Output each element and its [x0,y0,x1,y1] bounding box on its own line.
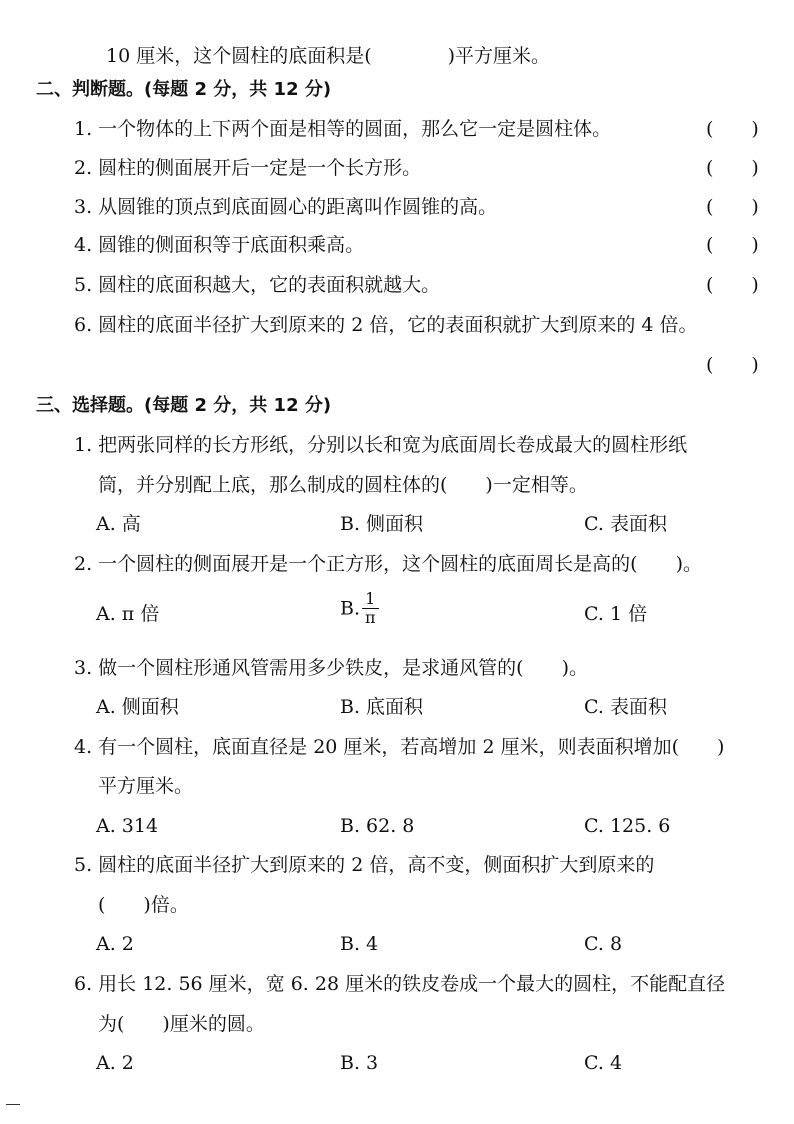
judgment-answer-blank-6[interactable]: ( ) [706,354,759,376]
q4-option-b[interactable]: B. 62. 8 [340,815,415,837]
judgment-item-4: 4. 圆锥的侧面积等于底面积乘高。 [74,234,365,256]
q1-option-b[interactable]: B. 侧面积 [340,513,424,535]
q6-option-a[interactable]: A. 2 [96,1052,134,1074]
judgment-item-1: 1. 一个物体的上下两个面是相等的圆面，那么它一定是圆柱体。 [74,118,612,140]
page-edge-mark [6,1104,20,1105]
section-3-heading: 三、选择题。(每题 2 分，共 12 分) [36,395,332,416]
q2-option-b[interactable] [340,590,379,627]
choice-question-6-line-1: 6. 用长 12. 56 厘米，宽 6. 28 厘米的铁皮卷成一个最大的圆柱，不能配直径 [74,973,726,995]
q3-option-b[interactable]: B. 底面积 [340,696,424,718]
q2-option-a[interactable]: A. π 倍 [96,603,160,625]
choice-question-5-line-2: ( )倍。 [98,894,189,916]
q3-option-c[interactable]: C. 表面积 [584,696,667,718]
judgment-item-3: 3. 从圆锥的顶点到底面圆心的距离叫作圆锥的高。 [74,196,498,218]
judgment-item-5: 5. 圆柱的底面积越大，它的表面积就越大。 [74,274,441,296]
q4-option-a[interactable]: A. 314 [96,815,159,837]
choice-question-2-line-1: 2. 一个圆柱的侧面展开是一个正方形，这个圆柱的底面周长是高的( )。 [74,553,702,575]
q1-option-c[interactable]: C. 表面积 [584,513,667,535]
judgment-item-6: 6. 圆柱的底面半径扩大到原来的 2 倍，它的表面积就扩大到原来的 4 倍。 [74,314,698,336]
choice-question-6-line-2: 为( )厘米的圆。 [98,1013,265,1035]
choice-question-4-line-2: 平方厘米。 [98,775,194,797]
judgment-answer-blank-3[interactable]: ( ) [706,196,759,218]
judgment-answer-blank-1[interactable]: ( ) [706,118,759,140]
q2-option-c[interactable]: C. 1 倍 [584,603,648,625]
q2-option-b-label: B. [340,597,361,620]
judgment-answer-blank-5[interactable]: ( ) [706,274,759,296]
fraction-denominator: π [365,608,376,627]
q4-option-c[interactable]: C. 125. 6 [584,815,671,837]
fraction-one-over-pi [362,590,379,627]
q6-option-b[interactable]: B. 3 [340,1052,379,1074]
q3-option-a[interactable]: A. 侧面积 [96,696,179,718]
q5-option-a[interactable]: A. 2 [96,933,134,955]
q6-option-c[interactable]: C. 4 [584,1052,623,1074]
fraction-numerator: 1 [362,590,379,609]
judgment-answer-blank-2[interactable]: ( ) [706,157,759,179]
choice-question-1-line-2: 筒，并分别配上底，那么制成的圆柱体的( )一定相等。 [98,474,588,496]
continued-question-line: 10 厘米，这个圆柱的底面积是( )平方厘米。 [106,45,551,67]
q1-option-a[interactable]: A. 高 [96,513,141,535]
choice-question-1-line-1: 1. 把两张同样的长方形纸，分别以长和宽为底面周长卷成最大的圆柱形纸 [74,434,688,456]
choice-question-4-line-1: 4. 有一个圆柱，底面直径是 20 厘米，若高增加 2 厘米，则表面积增加( ) [74,736,725,758]
choice-question-5-line-1: 5. 圆柱的底面半径扩大到原来的 2 倍，高不变，侧面积扩大到原来的 [74,854,655,876]
section-2-heading: 二、判断题。(每题 2 分，共 12 分) [36,79,332,100]
judgment-item-2: 2. 圆柱的侧面展开后一定是一个长方形。 [74,157,422,179]
q5-option-b[interactable]: B. 4 [340,933,379,955]
judgment-answer-blank-4[interactable]: ( ) [706,234,759,256]
q5-option-c[interactable]: C. 8 [584,933,623,955]
choice-question-3-line-1: 3. 做一个圆柱形通风管需用多少铁皮，是求通风管的( )。 [74,657,588,679]
